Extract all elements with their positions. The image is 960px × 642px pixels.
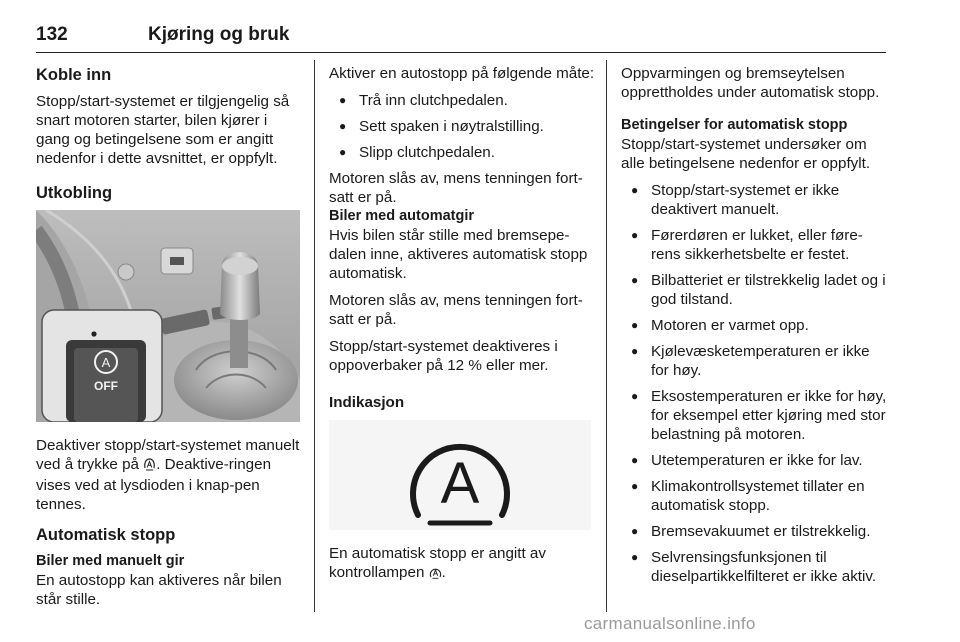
page-header — [36, 24, 886, 53]
column-3 — [621, 64, 889, 593]
list-item: ● Bilbatteriet er tilstrekkelig ladet og i god tilstand. — [621, 271, 889, 309]
heading-koble-inn: Koble inn — [36, 66, 112, 84]
list-item: ● Stopp/start-systemet er ikke deaktivert manuelt. — [621, 181, 889, 219]
heading-automatgir: Biler med automatgir — [329, 208, 475, 224]
gear-console-illustration — [36, 210, 300, 422]
heading-automatisk-stopp: Automatisk stopp — [36, 526, 176, 544]
list-item: ● Bremsevakuumet er tilstrekkelig. — [621, 522, 889, 541]
paragraph-uphill: Stopp/start-systemet deaktiveres i oppoverbaker på 12 % eller mer. — [329, 338, 558, 374]
column-2 — [329, 64, 597, 592]
page-title: Kjøring og bruk — [148, 24, 290, 45]
autostop-indicator-figure — [329, 420, 591, 530]
list-item: ● Klimakontrollsystemet tillater en automatisk stopp. — [621, 477, 889, 515]
list-item: ● Kjølevæsketemperaturen er ikke for høy. — [621, 342, 889, 380]
list-item: ● Selvrensingsfunksjonen til dieselpartikkelfilteret er ikke aktiv. — [621, 548, 889, 586]
list-item: ● Eksostemperaturen er ikke for høy, for eksempel etter kjøring med stor belastning på motoren. — [621, 387, 889, 444]
paragraph-manuelt-gir: En autostopp kan aktiveres når bilen står stille. — [36, 572, 282, 608]
list-item: ● Motoren er varmet opp. — [621, 316, 889, 335]
column-1 — [36, 64, 302, 617]
paragraph-automatgir: Hvis bilen står stille med bremsepe-dalen inne, aktiveres automatisk stopp automatisk. — [329, 227, 588, 282]
page-number: 132 — [36, 24, 68, 45]
watermark: carmanualsonline.info — [584, 614, 756, 633]
heading-utkobling: Utkobling — [36, 184, 113, 202]
paragraph-deactivate: Deaktiver stopp/start-systemet manuelt ved å trykke på . Deaktive-ringen vises ved at lysdioden i knap-pen tennes. — [36, 437, 300, 513]
autostop-indicator-icon — [400, 423, 520, 527]
paragraph-koble-inn: Stopp/start-systemet er tilgjengelig så snart motoren starter, bilen kjører i gang og betingelsene som er angitt nedenfor i dette avsnittet, er oppfylt. — [36, 93, 290, 167]
heading-indikasjon: Indikasjon — [329, 394, 405, 411]
svg-text:A: A — [440, 451, 480, 516]
paragraph-activate: Aktiver en autostopp på følgende måte: — [329, 65, 595, 82]
list-item: ● Førerdøren er lukket, eller føre-rens sikkerhetsbelte er festet. — [621, 226, 889, 264]
paragraph-engine-off-2: Motoren slås av, mens tenningen fort-satt er på. — [329, 292, 583, 328]
list-item: ● Slipp clutchpedalen. — [329, 143, 597, 162]
autostop-lamp-icon — [429, 565, 442, 584]
paragraph-indicator: En automatisk stopp er angitt av kontrollampen . — [329, 544, 597, 584]
column-divider-2 — [606, 60, 607, 612]
svg-text:A: A — [101, 355, 111, 370]
list-item: ● Utetemperaturen er ikke for lav. — [621, 451, 889, 470]
stop-start-switch-icon — [143, 457, 156, 476]
off-button-label: OFF — [94, 379, 118, 393]
paragraph-heating: Oppvarmingen og bremseytelsen opprettholdes under automatisk stopp. — [621, 65, 880, 101]
conditions-list — [621, 181, 889, 586]
list-item: ● Sett spaken i nøytralstilling. — [329, 117, 597, 136]
paragraph-checks: Stopp/start-systemet undersøker om alle betingelsene nedenfor er oppfylt. — [621, 136, 871, 172]
list-item: ● Trå inn clutchpedalen. — [329, 91, 597, 110]
column-divider-1 — [314, 60, 315, 612]
heading-betingelser: Betingelser for automatisk stopp — [621, 117, 848, 133]
paragraph-engine-off-1: Motoren slås av, mens tenningen fort-satt er på. — [329, 170, 583, 206]
activation-steps-list — [329, 91, 597, 162]
heading-manuelt-gir: Biler med manuelt gir — [36, 553, 185, 569]
